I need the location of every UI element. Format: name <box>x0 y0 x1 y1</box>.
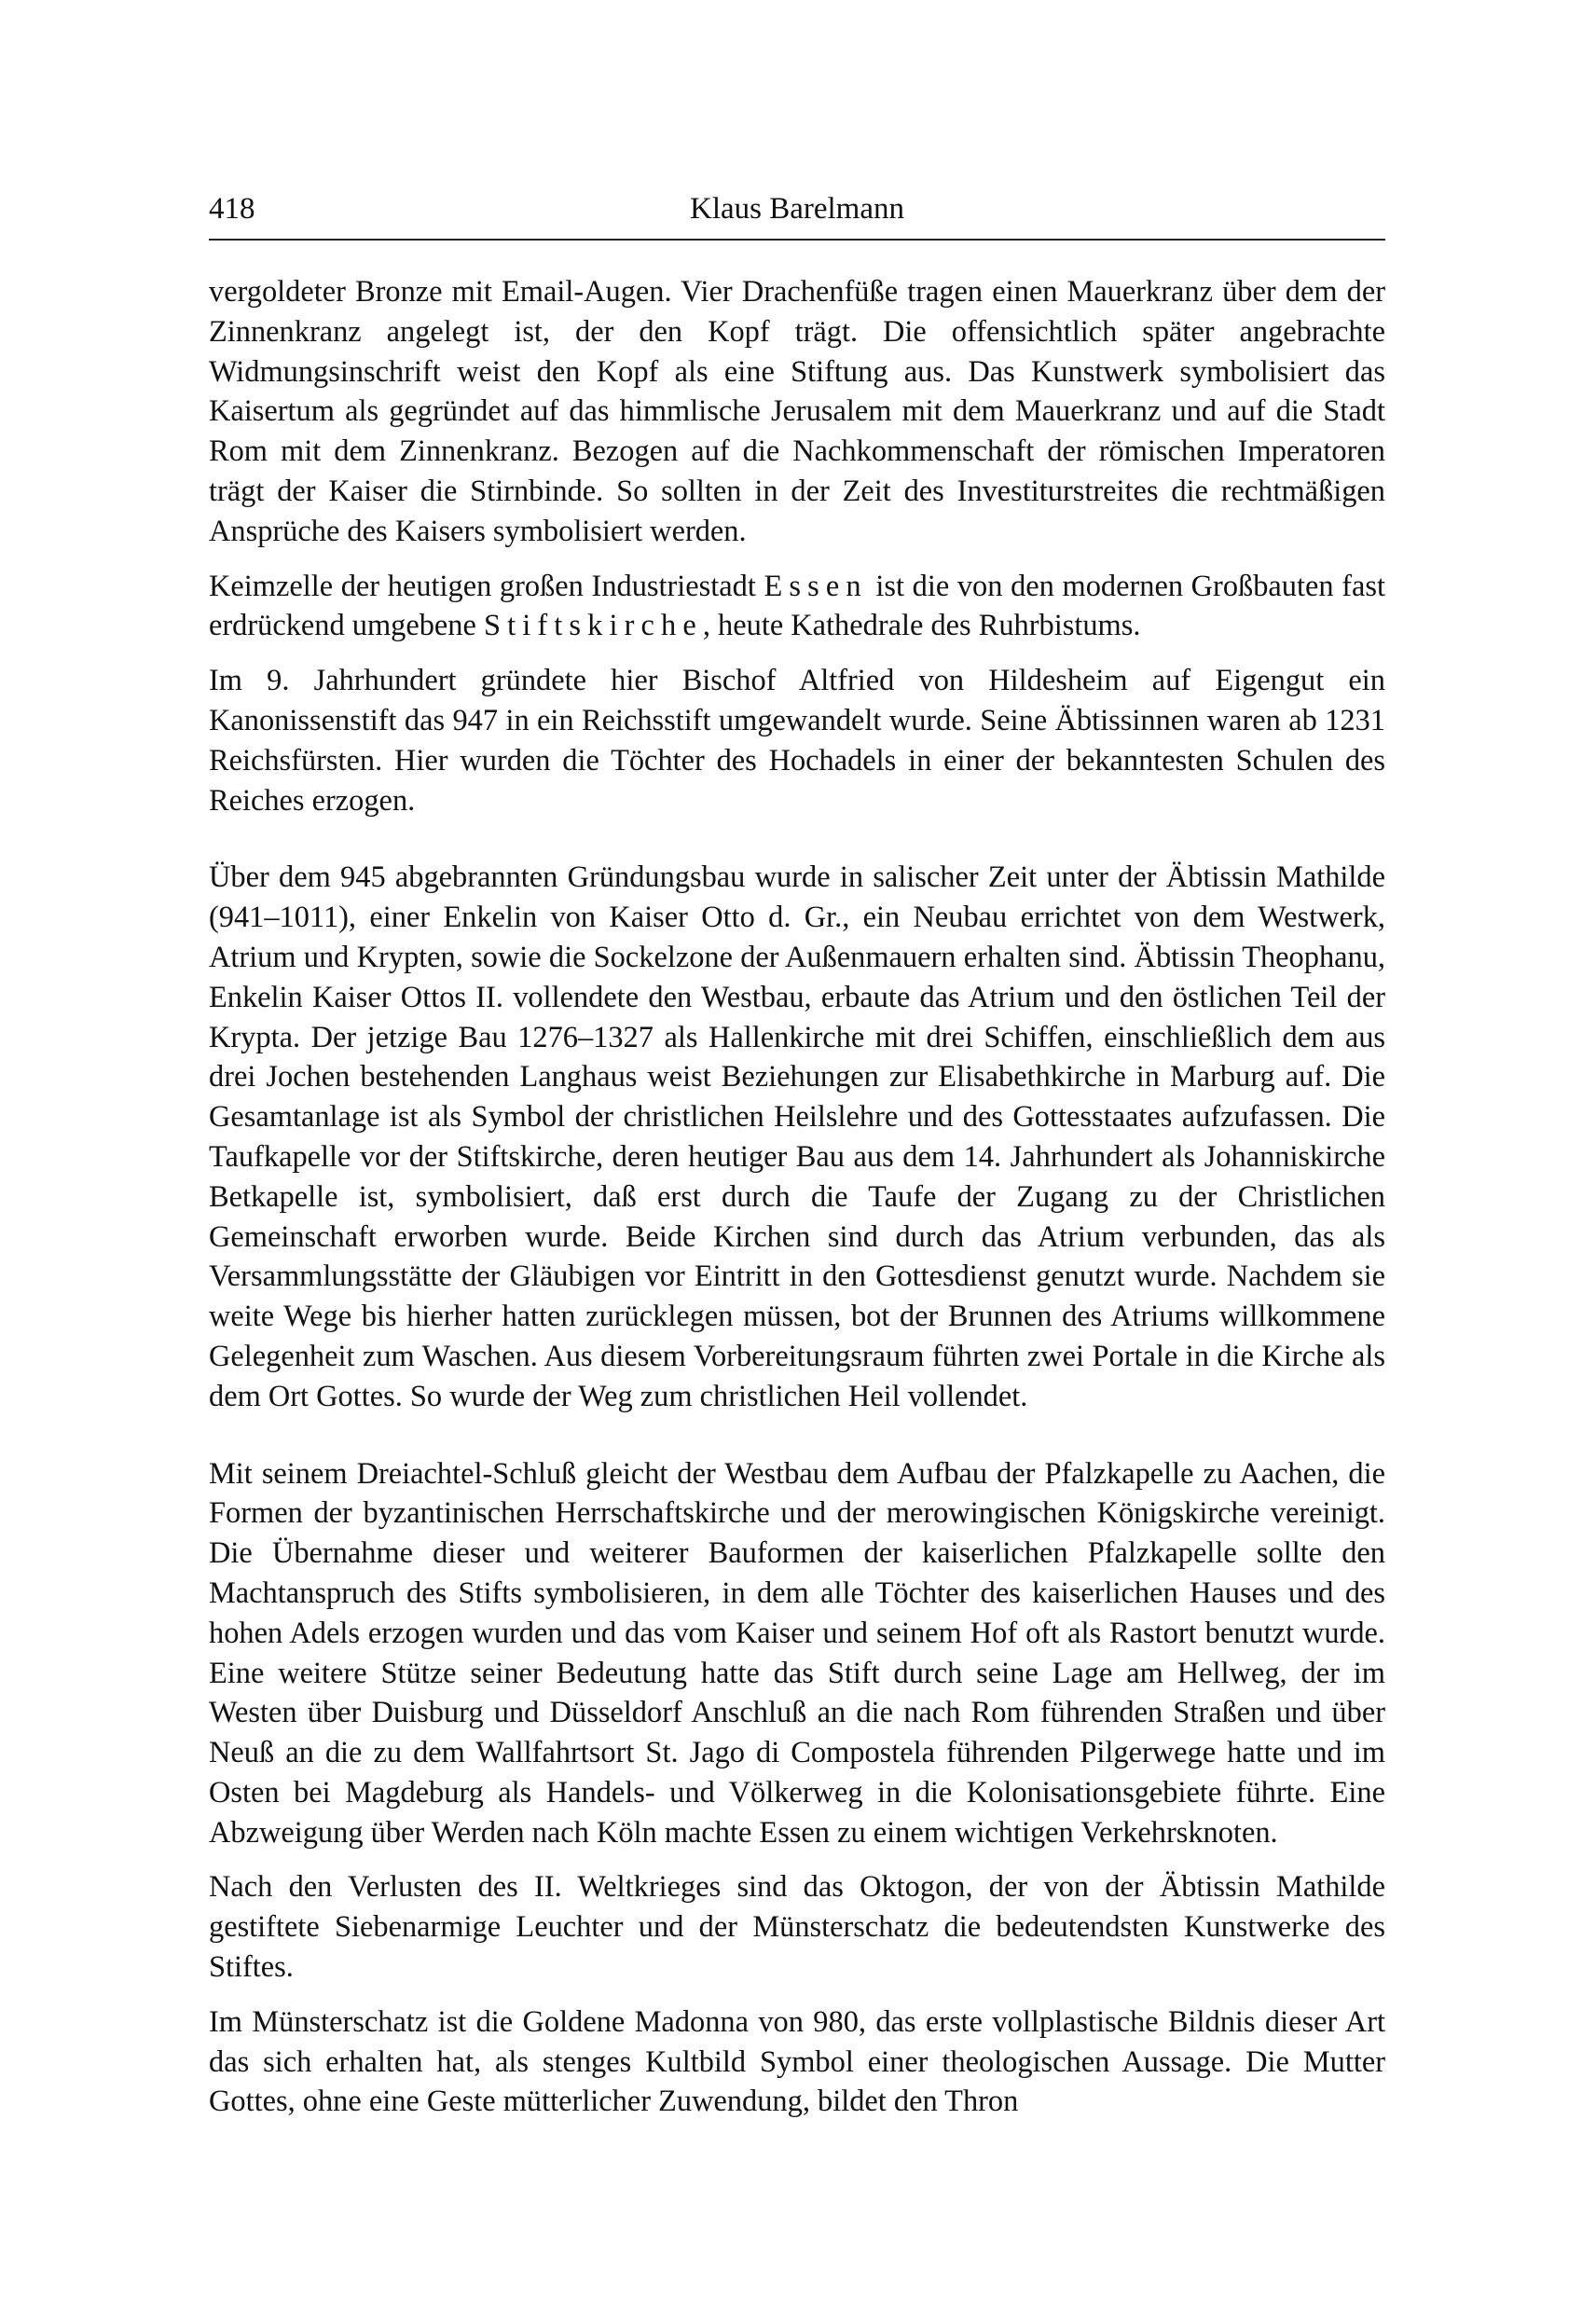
paragraph-text: , heute Kathedrale des Ruhrbistums. <box>702 609 1141 643</box>
body-text <box>209 272 1385 2122</box>
paragraph-kanonissenstift: Im 9. Jahrhundert gründete hier Bischof Altfried von Hildesheim auf Eigengut ein Kanonissenstift das 947 in ein Reichsstift umgewandelt wurde. Seine Äbtissinnen waren ab 1231 Reichsfürsten. Hier wurden die Töchter des Hochadels in einer der bekanntesten Schulen des Reiches erzogen. <box>209 664 1385 818</box>
page-number: 418 <box>209 192 255 226</box>
paragraph-weltkrieg: Nach den Verlusten des II. Weltkrieges sind das Oktogon, der von der Äbtissin Mathilde gestiftete Siebenarmige Leuchter und der Münsterschatz die bedeutendsten Kunstwerke des Stiftes. <box>209 1870 1385 1985</box>
spaced-term-essen: Essen <box>764 569 868 603</box>
spaced-term-stiftskirche: Stiftskirche <box>483 609 703 643</box>
book-page <box>209 186 1385 2122</box>
running-header <box>209 186 1385 231</box>
header-rule <box>209 239 1385 241</box>
paragraph-keimzelle-essen <box>209 567 1385 647</box>
paragraph-gruendungsbau: Über dem 945 abgebrannten Gründungsbau wurde in salischer Zeit unter der Äbtissin Mathilde (941–1011), einer Enkelin von Kaiser Otto d. Gr., ein Neubau errichtet von dem Westwerk, Atrium und Krypten, sowie die Sockelzone der Außenmauern erhalten sind. Äbtissin Theophanu, Enkelin Kaiser Ottos II. vollendete den Westbau, erbaute das Atrium und den östlichen Teil der Krypta. Der jetzige Bau 1276–1327 als Hallenkirche mit drei Schiffen, einschließlich dem aus drei Jochen bestehenden Langhaus weist Beziehungen zur Elisabethkirche in Marburg auf. Die Gesamtanlage ist als Symbol der christlichen Heilslehre und des Gottesstaates aufzufassen. Die Taufkapelle vor der Stiftskirche, deren heutiger Bau aus dem 14. Jahrhundert als Johanniskirche Betkapelle ist, symbolisiert, daß erst durch die Taufe der Zugang zu der Christlichen Gemeinschaft erworben wurde. Beide Kirchen sind durch das Atrium verbunden, das als Versammlungsstätte der Gläubigen vor Eintritt in den Gottesdienst genutzt wurde. Nachdem sie weite Wege bis hierher hatten zurücklegen müssen, bot der Brunnen des Atriums willkommene Gelegenheit zum Waschen. Aus diesem Vorbereitungsraum führten zwei Portale in die Kirche als dem Ort Gottes. So wurde der Weg zum christlichen Heil vollendet. <box>209 860 1385 1413</box>
paragraph-text: Keimzelle der heutigen großen Industriestadt <box>209 569 764 603</box>
paragraph-text: ist die von den modernen Großbauten fast erdrückend umgebene <box>209 569 1385 643</box>
running-title: Klaus Barelmann <box>689 192 905 226</box>
paragraph-kopf-stiftung: vergoldeter Bronze mit Email-Augen. Vier Drachenfüße tragen einen Mauerkranz über dem der Zinnenkranz angelegt ist, der den Kopf trägt. Die offensichtlich später angebrachte Widmungsinschrift weist den Kopf als eine Stiftung aus. Das Kunstwerk symbolisiert das Kaisertum als gegründet auf das himmlische Jerusalem mit dem Mauerkranz und auf die Stadt Rom mit dem Zinnenkranz. Bezogen auf die Nachkommenschaft der römischen Imperatoren trägt der Kaiser die Stirnbinde. So sollten in der Zeit des Investiturstreites die rechtmäßigen Ansprüche des Kaisers symbolisiert werden. <box>209 275 1385 548</box>
paragraph-muensterschatz: Im Münsterschatz ist die Goldene Madonna von 980, das erste vollplastische Bildnis dieser Art das sich erhalten hat, als stenges Kultbild Symbol einer theologischen Aussage. Die Mutter Gottes, ohne eine Geste mütterlicher Zuwendung, bildet den Thron <box>209 2004 1385 2119</box>
paragraph-westbau: Mit seinem Dreiachtel-Schluß gleicht der Westbau dem Aufbau der Pfalzkapelle zu Aachen, die Formen der byzantinischen Herrschaftskirche und der merowingischen Königskirche vereinigt. Die Übernahme dieser und weiterer Bauformen der kaiserlichen Pfalzkapelle sollte den Machtanspruch des Stifts symbolisieren, in dem alle Töchter des kaiserlichen Hauses und des hohen Adels erzogen wurden und das vom Kaiser und seinem Hof oft als Rastort benutzt wurde. Eine weitere Stütze seiner Bedeutung hatte das Stift durch seine Lage am Hellweg, der im Westen über Duisburg und Düsseldorf Anschluß an die nach Rom führenden Straßen und über Neuß an die zu dem Wallfahrtsort St. Jago di Compostela führenden Pilgerwege hatte und im Osten bei Magdeburg als Handels- und Völkerweg in die Kolonisationsgebiete führte. Eine Abzweigung über Werden nach Köln machte Essen zu einem wichtigen Verkehrsknoten. <box>209 1456 1385 1850</box>
